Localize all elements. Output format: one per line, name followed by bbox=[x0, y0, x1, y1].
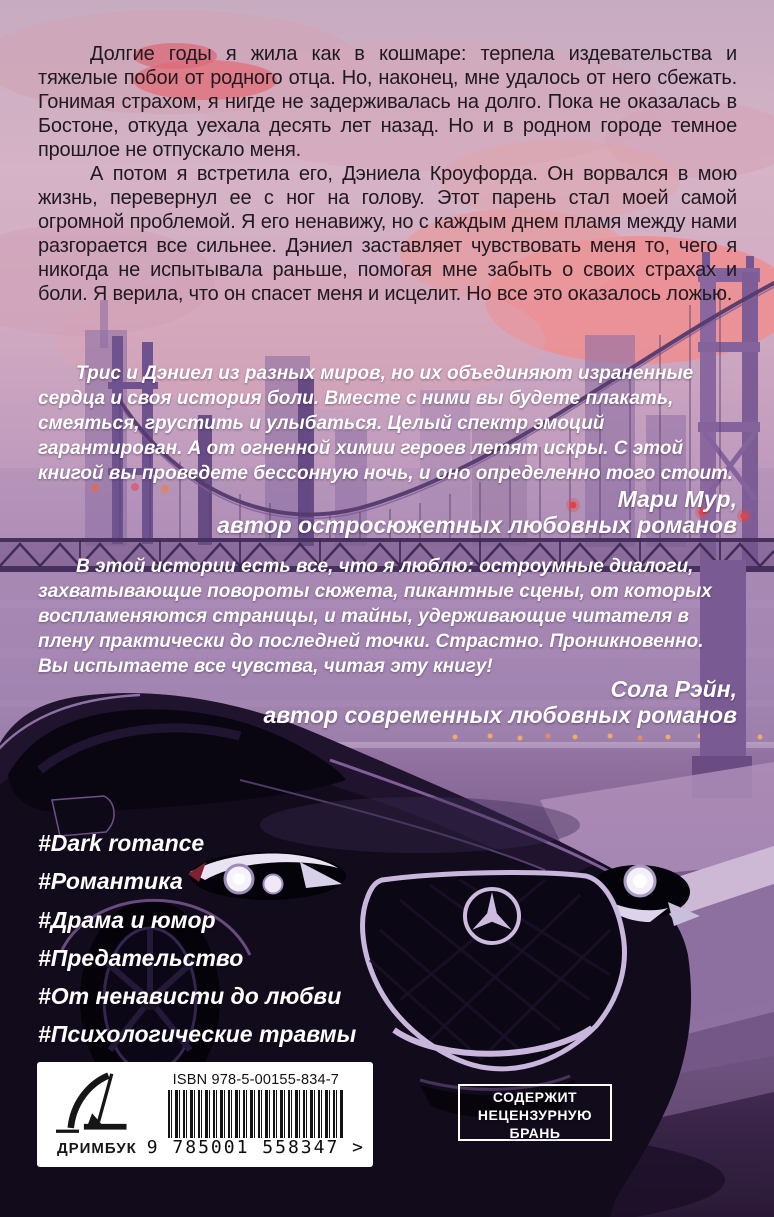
review-author-1-title: автор остросюжетных любовных романов bbox=[217, 512, 737, 538]
hashtag-romance: #Романтика bbox=[38, 868, 183, 895]
sailboat-logo-icon bbox=[56, 1072, 138, 1138]
hashtag-drama-humor: #Драма и юмор bbox=[38, 906, 216, 933]
hashtag-betrayal: #Предательство bbox=[38, 944, 244, 971]
publisher-logo-block bbox=[47, 1072, 147, 1157]
warning-line-3: БРАНЬ bbox=[509, 1125, 561, 1141]
isbn-block bbox=[147, 1072, 365, 1157]
hashtag-list bbox=[38, 824, 737, 1054]
ean-barcode bbox=[168, 1090, 344, 1138]
ean-suffix: > bbox=[352, 1137, 365, 1158]
warning-line-2: НЕЦЕНЗУРНУЮ bbox=[477, 1107, 593, 1123]
isbn-label: ISBN 978-5-00155-834-7 bbox=[172, 1072, 340, 1088]
review-author-1-name: Мари Мур, bbox=[617, 486, 737, 512]
annotation-blurb bbox=[38, 42, 737, 306]
warning-line-1: СОДЕРЖИТ bbox=[492, 1089, 578, 1105]
review-author-2-name: Сола Рэйн, bbox=[610, 676, 737, 702]
ean-digits bbox=[147, 1138, 365, 1157]
publisher-name: ДРИМБУК bbox=[56, 1140, 137, 1157]
review-quote-1: Трис и Дэниел из разных миров, но их объединяют израненные сердца и своя история боли. Вместе с ними вы будете плакать, смеяться, грустить и улыбаться. Целый спектр эмоций гарантирован. А от огненной химии героев летят искры. С этой книгой вы проведете бессонную ночь, и оно определенно того стоит. bbox=[38, 363, 733, 484]
blurb-paragraph-2: А потом я встретила его, Дэниела Кроуфорда. Он ворвался в мою жизнь, перевернул ее с ног на голову. Этот парень стал моей самой огромной проблемой. Я его ненавижу, но с каждым днем пламя между нами разгорается все сильнее. Дэниел заставляет чувствовать меня то, чего я никогда не испытывала раньше, помогая мне забыть о своих страхах и боли. Я верила, что он спасет меня и исцелит. Но все это оказалось ложью. bbox=[38, 163, 737, 305]
hashtag-hate-to-love: #От ненависти до любви bbox=[38, 983, 342, 1010]
blurb-paragraph-1: Долгие годы я жила как в кошмаре: терпела издевательства и тяжелые побои от родного отца. Но, наконец, мне удалось от него сбежать. Гонимая страхом, я нигде не задерживалась на долго. Пока не оказалась в Бостоне, откуда уехала десять лет назад. Но и в родном городе темное прошлое не отпускало меня. bbox=[38, 43, 737, 161]
hashtag-psych-trauma: #Психологические травмы bbox=[38, 1021, 357, 1048]
review-author-1 bbox=[38, 486, 737, 538]
review-author-2-title: автор современных любовных романов bbox=[263, 702, 737, 728]
review-quote-2: В этой истории есть все, что я люблю: остроумные диалоги, захватывающие повороты сюжета, пикантные сцены, от которых воспламеняются страницы, и тайны, удерживающие читателя в плену практически до последней точки. Страстно. Проникновенно. Вы испытаете все чувства, читая эту книгу! bbox=[38, 556, 712, 677]
review-author-2 bbox=[38, 676, 737, 728]
profanity-warning-box bbox=[458, 1084, 612, 1141]
publisher-barcode-plate bbox=[37, 1062, 373, 1167]
ean-number: 9 785001 558347 bbox=[146, 1137, 340, 1158]
hashtag-dark-romance: #Dark romance bbox=[38, 830, 205, 856]
